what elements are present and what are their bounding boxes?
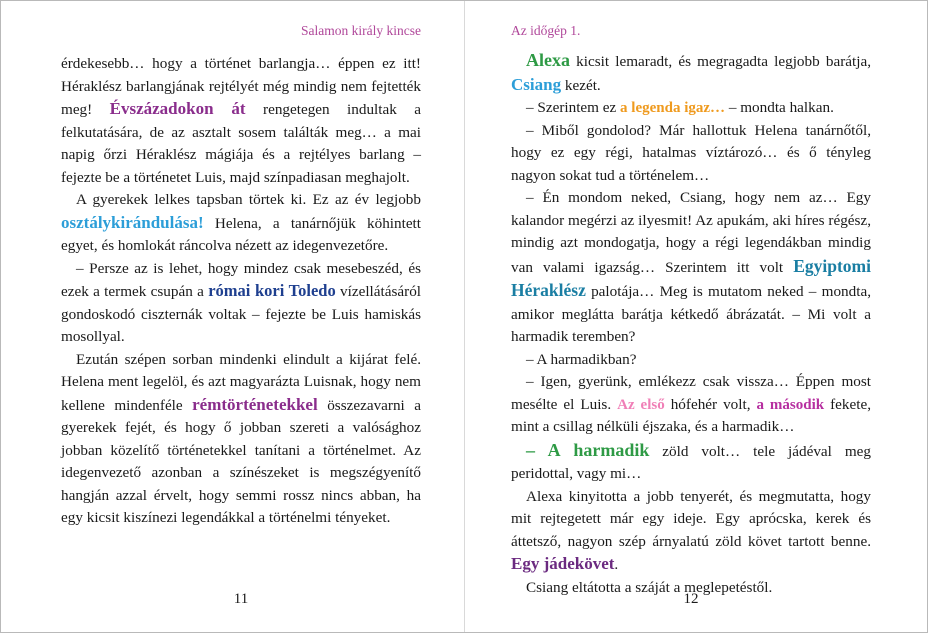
page-gutter (464, 1, 465, 632)
text-run: érdekesebb… hogy a történet barlangja… éppen ez itt! Héraklész barlangjának rejtélyét még mindig nem fejtették meg! (61, 55, 421, 118)
page-number-left: 11 (233, 591, 249, 607)
highlighted-word: Egyiptomi Héraklész (511, 255, 871, 300)
highlighted-word: a legenda igaz… (620, 100, 726, 116)
highlighted-word: Évszázadokon át (109, 99, 246, 118)
text-run: – Igen, gyerünk, emlékezz csak vissza… Éppen most mesélte el Luis. (511, 373, 871, 413)
text-run: Helena, a tanárnőjük köhintett egyet, és homlokát ráncolva nézett az idegenvezetőre. (61, 214, 421, 254)
highlighted-word: – A harmadik (526, 439, 650, 460)
paragraph (511, 120, 871, 188)
text-run: fekete, mint a csillag nélküli éjszaka, és a harmadik… (511, 395, 872, 435)
text-run: kezét. (561, 76, 601, 94)
body-text-left (61, 53, 421, 530)
left-page (61, 1, 421, 634)
paragraph (61, 258, 421, 349)
paragraph (61, 189, 421, 258)
highlighted-word: Az első (617, 396, 665, 413)
paragraph (511, 49, 871, 97)
running-header-left: Salamon király kincse (301, 23, 421, 38)
paragraph (511, 187, 871, 349)
text-run: – Persze az is lehet, hogy mindez csak mesebeszéd, és ezek a termek csupán a (61, 259, 421, 300)
paragraph (61, 53, 421, 189)
text-run: vízellátásáról gondoskodó ciszternák voltak – fejezte be Luis hamiskás mosollyal. (61, 283, 422, 345)
text-run: palotája… Meg is mutatom neked – mondta, amikor meglátta barátja kétkedő ábrázatát. – Mi volt a harmadik teremben? (511, 283, 871, 345)
highlighted-word: a második (756, 396, 825, 413)
running-header-right: Az időgép 1. (511, 23, 581, 38)
highlighted-word: Csiang (511, 74, 562, 94)
highlighted-word: római kori Toledo (208, 281, 336, 300)
highlighted-word: Alexa (526, 50, 570, 70)
text-run: A gyerekek lelkes tapsban törtek ki. Ez az év legjobb (76, 191, 421, 208)
highlighted-word: rémtörténetekkel (192, 394, 318, 414)
paragraph (511, 486, 871, 577)
text-run: zöld volt… tele jádéval meg peridottal, vagy mi… (511, 442, 871, 482)
text-run: rengetegen indultak a felkutatására, de az asztalt sosem találták meg… a mai napig őrzi Héraklész mágiája és a rejtélyes barlang – fejezte be a történetet Luis, majd színpadiasan meghajolt. (61, 101, 421, 186)
paragraph (61, 349, 421, 530)
paragraph (511, 349, 871, 372)
text-run: . (614, 556, 619, 573)
text-run: – Miből gondolod? Már hallottuk Helena tanárnőtől, hogy ez egy régi, hatalmas víztározó… és ő tényleg nagyon sokat tud a történelem… (511, 121, 871, 184)
text-run: – Szerintem ez (526, 99, 621, 116)
text-run: kicsit lemaradt, és megragadta legjobb barátja, (570, 53, 871, 70)
page-number-right: 12 (683, 591, 699, 607)
paragraph (511, 371, 871, 439)
right-page (511, 1, 871, 634)
paragraph (511, 439, 871, 486)
text-run: hófehér volt, (664, 395, 757, 413)
text-run: – A harmadikban? (526, 350, 637, 368)
text-run: – mondta halkan. (725, 99, 834, 116)
text-run: összezavarni a gyerekek fejét, és hogy ő jobban szereti a valósághoz jobban közelítő történetekkel tanítani a történelmet. Az idegenvezető azonban a színészeket is megszégyenítő hangján azzal érvelt, hogy semmi rossz nincs abban, ha egy kicsit kiszínezi legendákkal a történelmi tényeket. (61, 396, 421, 526)
text-run: Ezután szépen sorban mindenki elindult a kijárat felé. Helena ment legelöl, és azt magyarázta Luisnak, hogy nem kellene mindenféle (61, 350, 421, 414)
text-run: – Én mondom neked, Csiang, hogy nem az… Egy kalandor megérzi az ilyesmit! Az apukám, aki híres régész, mindig azt mondogatja, hogy a régi legendákban mindig van valami igazság… Szerintem itt volt (511, 189, 871, 276)
highlighted-word: osztálykirándulása! (61, 212, 204, 232)
text-run: Csiang eltátotta a száját a meglepetéstől. (526, 578, 773, 596)
body-text-right (511, 49, 871, 599)
paragraph (511, 97, 871, 120)
highlighted-word: Egy jádekövet (511, 554, 615, 573)
text-run: Alexa kinyitotta a jobb tenyerét, és megmutatta, hogy mit rejtegetett már egy ideje. Egy aprócska, kerek és áttetsző, nagyon szép árnyalatú zöld követ tartott benne. (511, 487, 871, 550)
